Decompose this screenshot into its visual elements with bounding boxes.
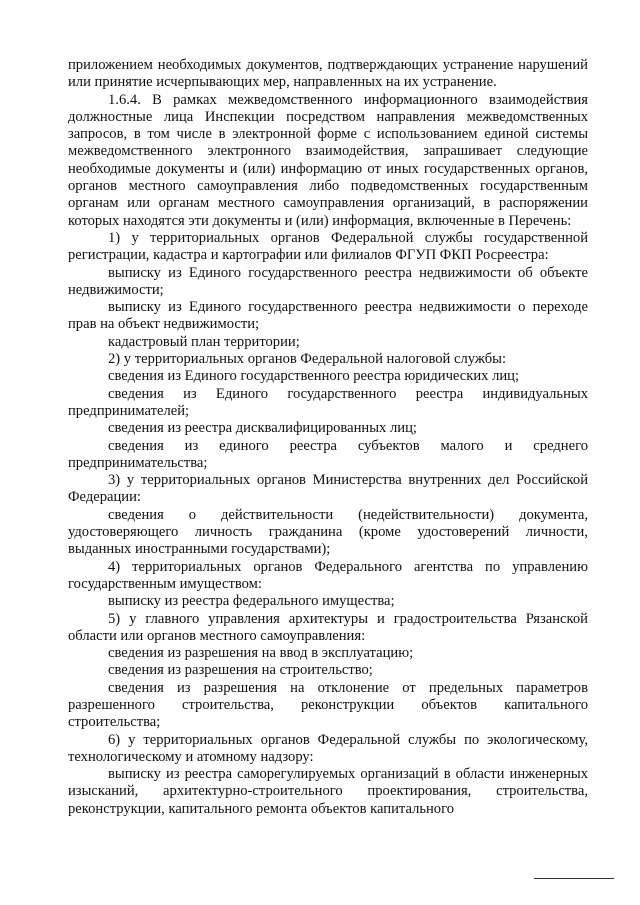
list-subitem: сведения из разрешения на строительство; [108,662,373,679]
paragraph-1: приложением необходимых документов, подтверждающих устранение нарушений или принятие исчерпывающих мер, направленных на их устранение. [68,57,588,91]
list-item-rosreestr: 1) у территориальных органов Федеральной службы государственной регистрации, кадастра и картографии или филиалов ФГУП ФКП Росреестра: [68,229,588,264]
list-subitem: сведения о действительности (недействительности) документа, удостоверяющего личность гражданина (кроме удостоверений личности, выданных иностранными государствами); [68,506,588,558]
document-page [68,57,588,818]
list-subitem: сведения из разрешения на ввод в эксплуатацию; [108,645,414,662]
list-item-architecture: 5) у главного управления архитектуры и градостроительства Рязанской области или органов местного самоуправления: [68,610,588,644]
list-subitem: сведения из Единого государственного реестра индивидуальных предпринимателей; [68,385,588,419]
list-subitem: сведения из разрешения на отклонение от предельных параметров разрешенного строительства, реконструкции объектов капитального строительства; [68,679,588,731]
list-subitem: выписку из Единого государственного реестра недвижимости о переходе прав на объект недвижимости; [68,299,588,333]
list-item-rostekhnadzor: 6) у территориальных органов Федеральной службы по экологическому, технологическому и атомному надзору: [68,731,588,765]
list-subitem: выписку из Единого государственного реестра недвижимости об объекте недвижимости; [68,264,588,298]
list-item-fns: 2) у территориальных органов Федеральной налоговой службы: [108,351,507,368]
list-subitem: выписку из реестра федерального имущества; [108,593,395,610]
list-item-rosimushchestvo: 4) территориальных органов Федерального агентства по управлению государственным имуществом: [68,558,588,592]
list-subitem: сведения из Единого государственного реестра юридических лиц; [108,368,520,385]
list-subitem: сведения из реестра дисквалифицированных лиц; [108,420,417,437]
list-subitem: сведения из единого реестра субъектов малого и среднего предпринимательства; [68,437,588,471]
list-subitem: кадастровый план территории; [108,333,300,350]
paragraph-1-6-4: 1.6.4. В рамках межведомственного информационного взаимодействия должностные лица Инспекции посредством направления межведомственных запросов, в том числе в электронной форме с использованием единой системы межведомственного электронного взаимодействия, запрашивает следующие необходимые документы и (или) информацию от иных государственных органов, органов местного самоуправления либо подведомственных государственным органам или органам местного самоуправления организаций, в распоряжении которых находятся эти документы и (или) информация, включенные в Перечень: [68,91,588,229]
list-subitem: выписку из реестра саморегулируемых организаций в области инженерных изысканий, архитектурно-строительного проектирования, строительства, реконструкции, капитального ремонта объектов капитального [68,766,588,817]
footer-rule [534,878,614,879]
list-item-mvd: 3) у территориальных органов Министерства внутренних дел Российской Федерации: [68,472,588,506]
